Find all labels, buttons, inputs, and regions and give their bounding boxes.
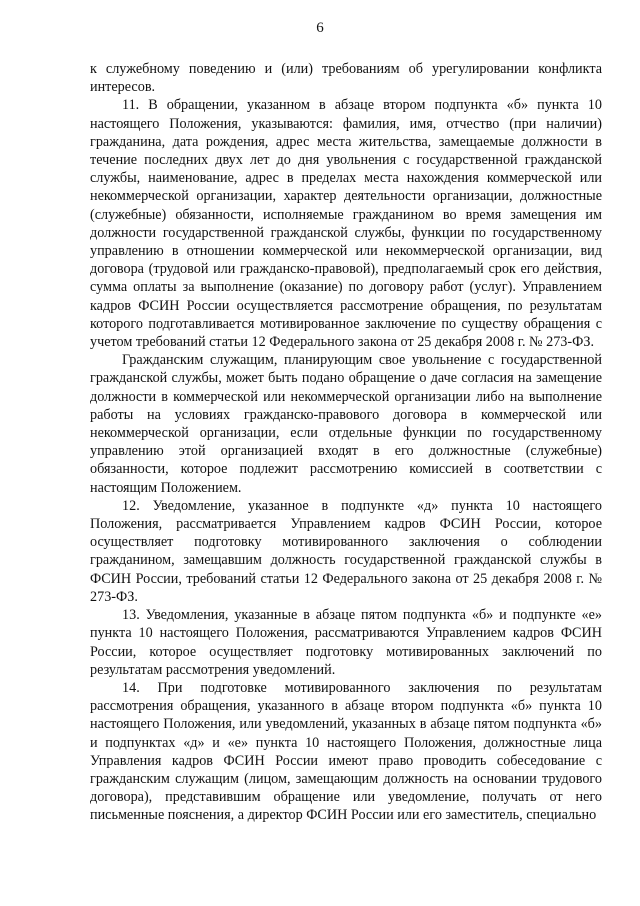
paragraph-12: 12. Уведомление, указанное в подпункте «д» пункта 10 настоящего Положения, рассматривается Управлением кадров ФСИН России, которое осуществляет подготовку мотивированного заключения о соблюдении гражданином, замещавшим должность государственной гражданской службы в ФСИН России, требований статьи 12 Федерального закона от 25 декабря 2008 г. № 273-ФЗ. [90, 497, 602, 605]
paragraph-14: 14. При подготовке мотивированного заключения по результатам рассмотрения обращения, указанного в абзаце втором подпункта «б» пункта 10 настоящего Положения, или уведомлений, указанных в абзаце пятом подпункта «б» и подпунктах «д» и «е» пункта 10 настоящего Положения, должностные лица Управления кадров ФСИН России имеют право проводить собеседование с гражданским служащим (лицом, замещающим должность на основании трудового договора), представившим обращение или уведомление, получать от него письменные пояснения, а директор ФСИН России или его заместитель, специально [90, 679, 602, 824]
page-number: 6 [316, 20, 324, 36]
document-text-body [90, 60, 602, 825]
paragraph-11-civil-servants: Гражданским служащим, планирующим свое увольнение с государственной гражданской службы, может быть подано обращение о даче согласия на замещение должности в коммерческой или некоммерческой организации либо на выполнение работы на условиях гражданско-правового договора в коммерческой или некоммерческой организации, если отдельные функции по государственному управлению этой организацией входят в его должностные (служебные) обязанности, которое подлежит рассмотрению комиссией в соответствии с настоящим Положением. [90, 352, 602, 496]
paragraph-11: 11. В обращении, указанном в абзаце втором подпункта «б» пункта 10 настоящего Положения, указываются: фамилия, имя, отчество (при наличии) гражданина, дата рождения, адрес места жительства, замещаемые должности в течение последних двух лет до дня увольнения с государственной гражданской службы, наименование, адрес в пределах места нахождения коммерческой или некоммерческой организации, характер деятельности организации, должностные (служебные) обязанности, исполняемые гражданином во время замещения им должности государственной гражданской службы, функции по государственному управлению в отношении коммерческой или некоммерческой организации, вид договора (трудовой или гражданско-правовой), предполагаемый срок его действия, сумма оплаты за выполнение (оказание) по договору работ (услуг). Управлением кадров ФСИН России осуществляется рассмотрение обращения, по результатам которого подготавливается мотивированное заключение по существу обращения с учетом требований статьи 12 Федерального закона от 25 декабря 2008 г. № 273-ФЗ. [90, 97, 602, 351]
paragraph-13: 13. Уведомления, указанные в абзаце пятом подпункта «б» и подпункте «е» пункта 10 настоящего Положения, рассматриваются Управлением кадров ФСИН России, которое осуществляет подготовку мотивированных заключений по результатам рассмотрения уведомлений. [90, 607, 602, 678]
paragraph-continuation: к служебному поведению и (или) требованиям об урегулировании конфликта интересов. [90, 61, 602, 96]
